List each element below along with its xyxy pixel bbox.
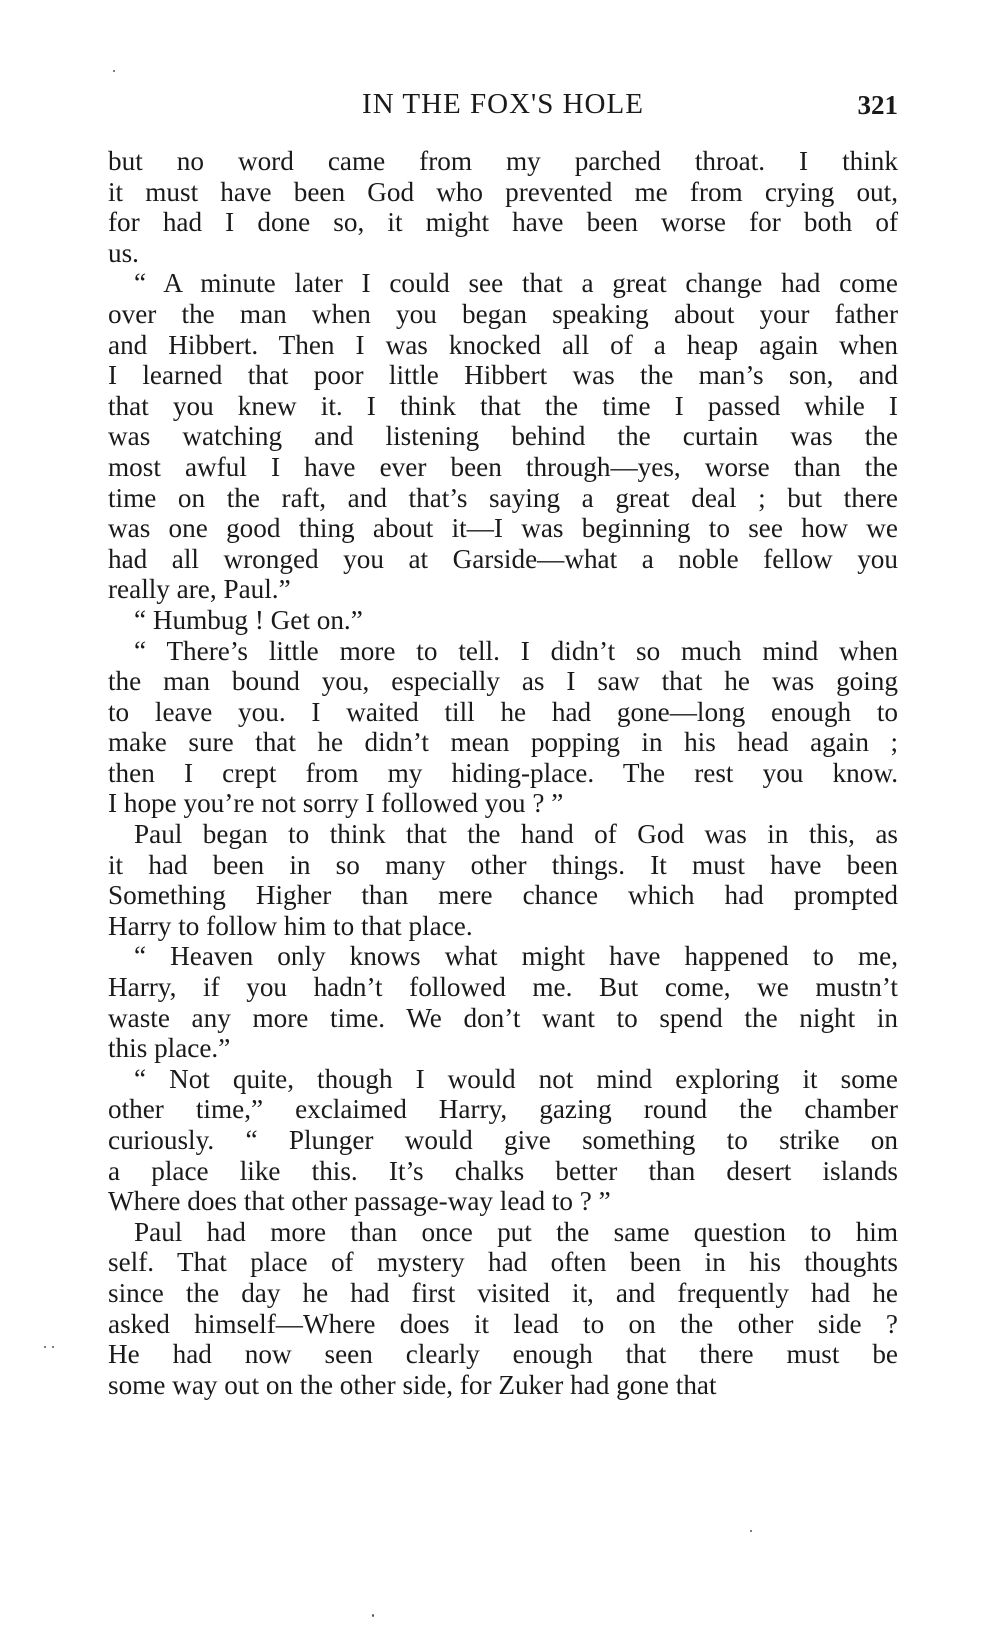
paragraph bbox=[108, 941, 898, 1063]
text-line: curiously. “ Plunger would give something to strike on bbox=[108, 1125, 898, 1155]
paragraph bbox=[108, 268, 898, 605]
text-line: “ Heaven only knows what might have happened to me, bbox=[134, 941, 898, 972]
paragraph bbox=[108, 819, 898, 941]
scan-speck bbox=[44, 1346, 46, 1348]
text-line: “ Not quite, though I would not mind exploring it some bbox=[134, 1063, 898, 1094]
text-line: over the man when you began speaking about your father bbox=[108, 298, 898, 329]
running-title: IN THE FOX'S HOLE bbox=[362, 88, 644, 120]
text-line: since the day he had first visited it, and frequently had he bbox=[108, 1277, 898, 1308]
paragraph bbox=[108, 605, 898, 636]
text-line: He had now seen clearly enough that there must be bbox=[108, 1339, 898, 1370]
text-line: I hope you’re not sorry I followed you ? ” bbox=[108, 788, 564, 819]
text-line: the man bound you, especially as I saw that he was going bbox=[108, 666, 898, 697]
text-line: Something Higher than mere chance which had prompted bbox=[108, 880, 898, 911]
text-line: it had been in so many other things. It must have been bbox=[108, 849, 898, 880]
text-line: us. bbox=[108, 237, 139, 268]
text-line: most awful I have ever been through—yes, worse than the bbox=[108, 451, 898, 482]
text-line: that you knew it. I think that the time I passed while I bbox=[108, 390, 898, 421]
paragraph bbox=[108, 146, 898, 268]
text-line: but no word came from my parched throat. I think bbox=[108, 146, 898, 176]
text-line: had all wronged you at Garside—what a noble fellow you bbox=[108, 543, 898, 574]
page-number: 321 bbox=[857, 90, 898, 120]
text-line: then I crept from my hiding-place. The rest you know. bbox=[108, 757, 898, 788]
text-line: Harry to follow him to that place. bbox=[108, 910, 473, 941]
text-line: really are, Paul.” bbox=[108, 574, 291, 605]
text-line: for had I done so, it might have been worse for both of bbox=[108, 207, 898, 238]
text-line: was one good thing about it—I was beginning to see how we bbox=[108, 513, 898, 544]
text-line: “ Humbug ! Get on.” bbox=[134, 604, 363, 635]
text-line: make sure that he didn’t mean popping in his head again ; bbox=[108, 727, 898, 758]
text-line: a place like this. It’s chalks better than desert islands bbox=[108, 1155, 898, 1186]
text-line: Paul had more than once put the same question to him bbox=[134, 1216, 898, 1247]
text-line: Where does that other passage-way lead to ? ” bbox=[108, 1186, 611, 1217]
text-line: was watching and listening behind the curtain was the bbox=[108, 421, 898, 452]
scan-speck bbox=[52, 1346, 54, 1348]
text-line: I learned that poor little Hibbert was the man’s son, and bbox=[108, 360, 898, 391]
text-line: “ There’s little more to tell. I didn’t so much mind when bbox=[134, 635, 898, 666]
text-line: “ A minute later I could see that a great change had come bbox=[134, 268, 898, 299]
paragraph bbox=[108, 636, 898, 820]
text-line: waste any more time. We don’t want to spend the night in bbox=[108, 1002, 898, 1033]
text-line: to leave you. I waited till he had gone—long enough to bbox=[108, 696, 898, 727]
scan-speck bbox=[750, 1530, 752, 1532]
scan-speck bbox=[113, 70, 115, 72]
text-line: time on the raft, and that’s saying a great deal ; but there bbox=[108, 482, 898, 513]
text-line: some way out on the other side, for Zuker had gone that bbox=[108, 1369, 717, 1400]
text-line: this place.” bbox=[108, 1033, 231, 1064]
scan-speck bbox=[372, 1614, 374, 1617]
text-line: self. That place of mystery had often been in his thoughts bbox=[108, 1247, 898, 1278]
text-line: and Hibbert. Then I was knocked all of a heap again when bbox=[108, 329, 898, 360]
text-line: other time,” exclaimed Harry, gazing round the chamber bbox=[108, 1094, 898, 1125]
page-header bbox=[108, 88, 898, 128]
text-line: asked himself—Where does it lead to on the other side ? bbox=[108, 1308, 898, 1339]
paragraph bbox=[108, 1217, 898, 1401]
text-line: Paul began to think that the hand of God was in this, as bbox=[134, 819, 898, 850]
body-text bbox=[108, 146, 898, 1400]
paragraph bbox=[108, 1064, 898, 1217]
text-line: Harry, if you hadn’t followed me. But come, we mustn’t bbox=[108, 972, 898, 1003]
text-line: it must have been God who prevented me from crying out, bbox=[108, 176, 898, 207]
